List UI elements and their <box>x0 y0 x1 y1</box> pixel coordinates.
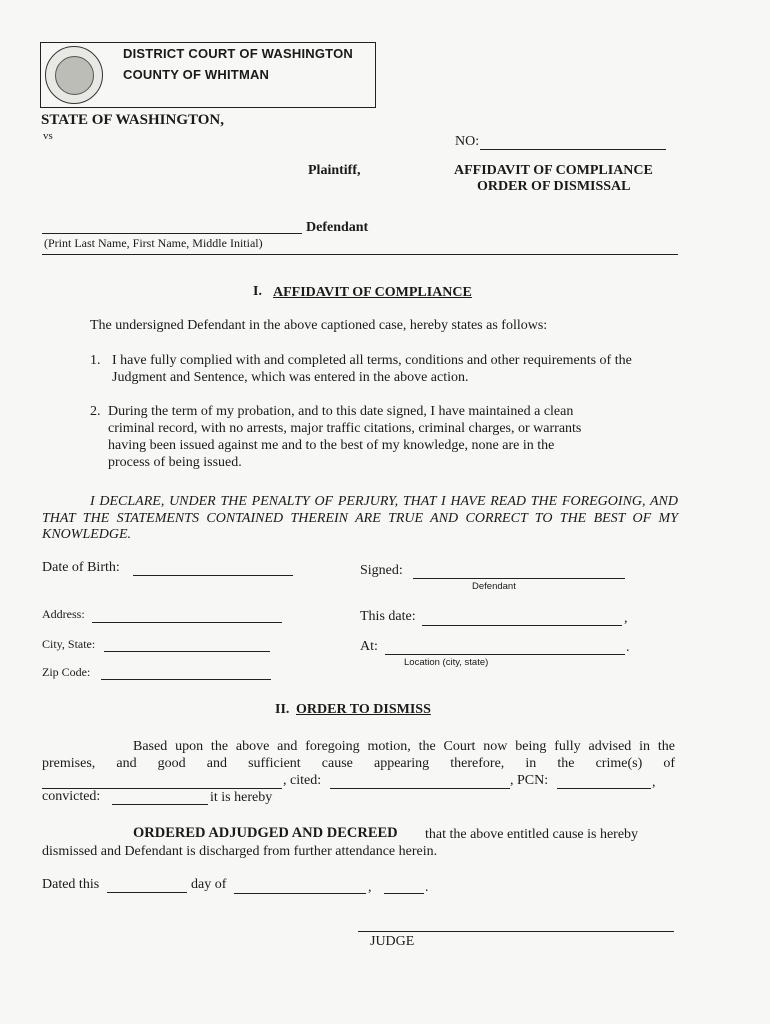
this-date-comma: , <box>624 611 628 626</box>
location-period: . <box>626 640 630 655</box>
pcn-label: , PCN: <box>510 773 549 788</box>
item1-line2: Judgment and Sentence, which was entered in the above action. <box>112 370 469 385</box>
convicted-label: convicted: <box>42 789 101 804</box>
case-number-field[interactable] <box>480 149 666 150</box>
case-number-label: NO: <box>455 134 480 149</box>
location-caption: Location (city, state) <box>404 657 489 668</box>
county-name: COUNTY OF WHITMAN <box>123 67 270 82</box>
section2-heading: ORDER TO DISMISS <box>296 702 431 717</box>
state-seal-icon <box>45 46 103 104</box>
city-state-label: City, State: <box>42 637 96 651</box>
address-field[interactable] <box>92 622 282 623</box>
address-label: Address: <box>42 607 85 621</box>
dob-label: Date of Birth: <box>42 560 120 575</box>
defendant-label: Defendant <box>306 220 369 235</box>
item2-number: 2. <box>90 404 101 419</box>
section1-numeral: I. <box>253 284 262 299</box>
document-title-line2: ORDER OF DISMISSAL <box>477 179 631 194</box>
order-line1: Based upon the above and foregoing motion, the Court now being fully advised in the <box>133 739 675 754</box>
item2-line3: having been issued against me and to the best of my knowledge, none are in the <box>108 438 555 453</box>
court-header-box <box>40 42 376 108</box>
judge-signature-field[interactable] <box>358 931 674 932</box>
vs-text: vs <box>43 130 53 142</box>
dated-comma: , <box>368 880 372 895</box>
plaintiff-name: STATE OF WASHINGTON, <box>41 112 224 128</box>
convicted-field[interactable] <box>112 804 208 805</box>
at-label: At: <box>360 639 378 654</box>
location-field[interactable] <box>385 654 625 655</box>
section1-heading: AFFIDAVIT OF COMPLIANCE <box>273 285 472 300</box>
this-date-label: This date: <box>360 609 416 624</box>
cited-field[interactable] <box>330 788 510 789</box>
dated-year-field[interactable] <box>384 893 424 894</box>
affidavit-intro: The undersigned Defendant in the above captioned case, hereby states as follows: <box>90 318 548 333</box>
order-line2: premises, and good and sufficient cause appearing therefore, in the crime(s) of <box>42 756 675 771</box>
plaintiff-label: Plaintiff, <box>308 163 361 178</box>
washington-portrait-icon <box>55 56 94 95</box>
pcn-field[interactable] <box>557 788 651 789</box>
day-of-label: day of <box>191 877 227 892</box>
dated-this-label: Dated this <box>42 877 100 892</box>
item2-line4: process of being issued. <box>108 455 242 470</box>
document-title-line1: AFFIDAVIT OF COMPLIANCE <box>454 163 653 178</box>
pcn-comma: , <box>652 775 656 790</box>
declaration-line3: KNOWLEDGE. <box>42 527 132 542</box>
hereby-text: it is hereby <box>210 790 273 805</box>
dob-field[interactable] <box>133 575 293 576</box>
ordered-rest: that the above entitled cause is hereby <box>425 827 639 842</box>
item2-line2: criminal record, with no arrests, major traffic citations, criminal charges, or warrants <box>108 421 582 436</box>
city-state-field[interactable] <box>104 651 270 652</box>
signature-field[interactable] <box>413 578 625 579</box>
zip-label: Zip Code: <box>42 665 91 679</box>
ordered-decree: ORDERED ADJUDGED AND DECREED <box>133 825 398 841</box>
dated-day-field[interactable] <box>107 892 187 893</box>
item2-line1: During the term of my probation, and to this date signed, I have maintained a clean <box>108 404 574 419</box>
this-date-field[interactable] <box>422 625 622 626</box>
declaration-line1: I DECLARE, UNDER THE PENALTY OF PERJURY, THAT I HAVE READ THE FOREGOING, AND <box>90 494 678 509</box>
zip-field[interactable] <box>101 679 271 680</box>
declaration-line2: THAT THE STATEMENTS CONTAINED THEREIN ARE TRUE AND CORRECT TO THE BEST OF MY <box>42 511 678 526</box>
item1-line1: I have fully complied with and completed all terms, conditions and other requirements of the <box>112 353 632 368</box>
ordered-line2: dismissed and Defendant is discharged from further attendance herein. <box>42 844 438 859</box>
cited-label: , cited: <box>283 773 322 788</box>
court-name: DISTRICT COURT OF WASHINGTON <box>123 46 353 61</box>
signed-label: Signed: <box>360 563 403 578</box>
defendant-name-hint: (Print Last Name, First Name, Middle Initial) <box>44 236 263 250</box>
dated-month-field[interactable] <box>234 893 366 894</box>
defendant-name-field[interactable] <box>42 233 302 234</box>
caption-divider <box>42 254 678 255</box>
dated-period: . <box>425 880 429 895</box>
section2-numeral: II. <box>275 702 290 717</box>
signature-caption: Defendant <box>472 581 516 592</box>
judge-label: JUDGE <box>370 934 415 949</box>
item1-number: 1. <box>90 353 101 368</box>
